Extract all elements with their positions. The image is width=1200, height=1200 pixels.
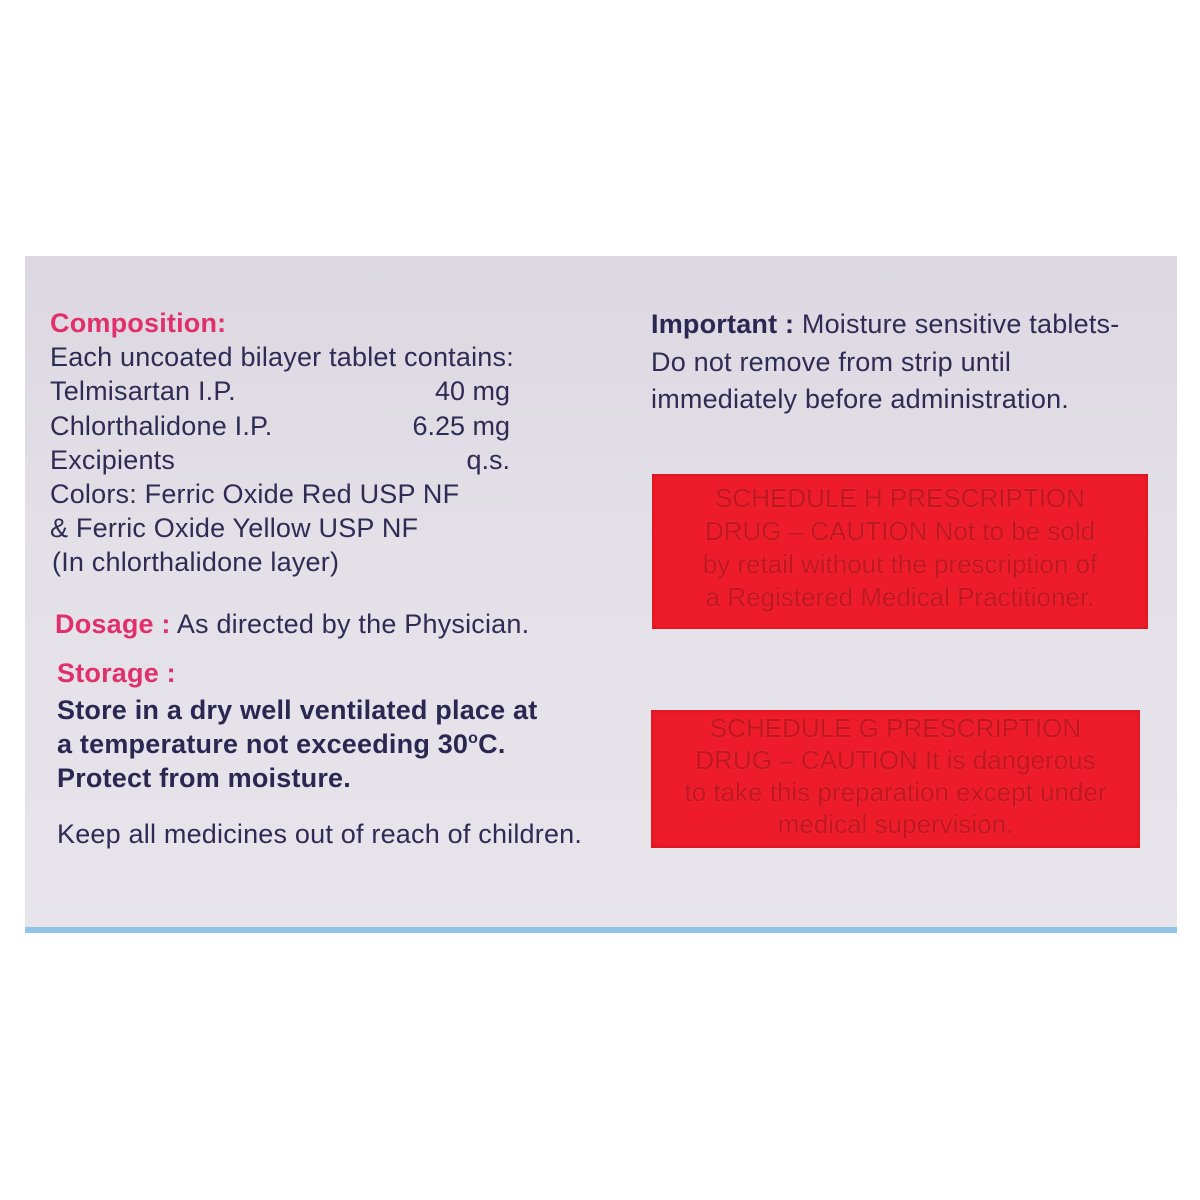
- ingredient-name: Telmisartan I.P.: [50, 376, 236, 406]
- important-line: Do not remove from strip until: [651, 347, 1012, 377]
- storage-line: [57, 727, 506, 761]
- ingredient-name: Excipients: [50, 445, 176, 475]
- children-warning: Keep all medicines out of reach of children.: [57, 819, 583, 849]
- schedule-g-warning-box: [651, 710, 1140, 848]
- schedule-h-warning-box: [652, 474, 1148, 629]
- schedule-h-line: SCHEDULE H PRESCRIPTION: [715, 483, 1085, 513]
- schedule-h-line: a Registered Medical Practitioner.: [705, 582, 1095, 612]
- storage-temp-unit: C.: [478, 729, 506, 759]
- important-line: immediately before administration.: [651, 384, 1069, 414]
- schedule-g-line: DRUG – CAUTION It is dangerous: [695, 745, 1096, 775]
- carton-edge-stripe: [25, 927, 1177, 933]
- ingredient-name: Chlorthalidone I.P.: [50, 411, 273, 441]
- ingredient-amount: 6.25 mg: [412, 411, 510, 441]
- important-label: Important :: [651, 309, 795, 339]
- colors-line: Colors: Ferric Oxide Red USP NF: [50, 479, 460, 509]
- colors-line: & Ferric Oxide Yellow USP NF: [50, 513, 419, 543]
- composition-heading: Composition:: [50, 308, 227, 338]
- ingredient-amount: 40 mg: [434, 376, 510, 406]
- schedule-g-line: to take this preparation except under: [684, 777, 1107, 807]
- ingredient-amount: q.s.: [466, 445, 510, 475]
- schedule-g-line: medical supervision.: [777, 809, 1014, 839]
- important-text: Moisture sensitive tablets-: [801, 309, 1120, 339]
- degree-sign: o: [468, 730, 479, 747]
- colors-line: (In chlorthalidone layer): [52, 547, 340, 577]
- storage-line: Store in a dry well ventilated place at: [57, 695, 538, 725]
- schedule-h-line: DRUG – CAUTION Not to be sold: [704, 516, 1096, 546]
- storage-heading: Storage :: [57, 658, 176, 688]
- important-line: [651, 307, 1119, 341]
- storage-line: Protect from moisture.: [57, 763, 351, 793]
- dosage-label: Dosage :: [55, 609, 171, 639]
- composition-intro: Each uncoated bilayer tablet contains:: [50, 342, 514, 372]
- dosage-text: As directed by the Physician.: [176, 609, 530, 639]
- storage-temp-text: a temperature not exceeding 30: [57, 729, 469, 759]
- dosage-line: [55, 607, 529, 641]
- schedule-h-line: by retail without the prescription of: [702, 549, 1098, 579]
- schedule-g-line: SCHEDULE G PRESCRIPTION: [709, 713, 1082, 743]
